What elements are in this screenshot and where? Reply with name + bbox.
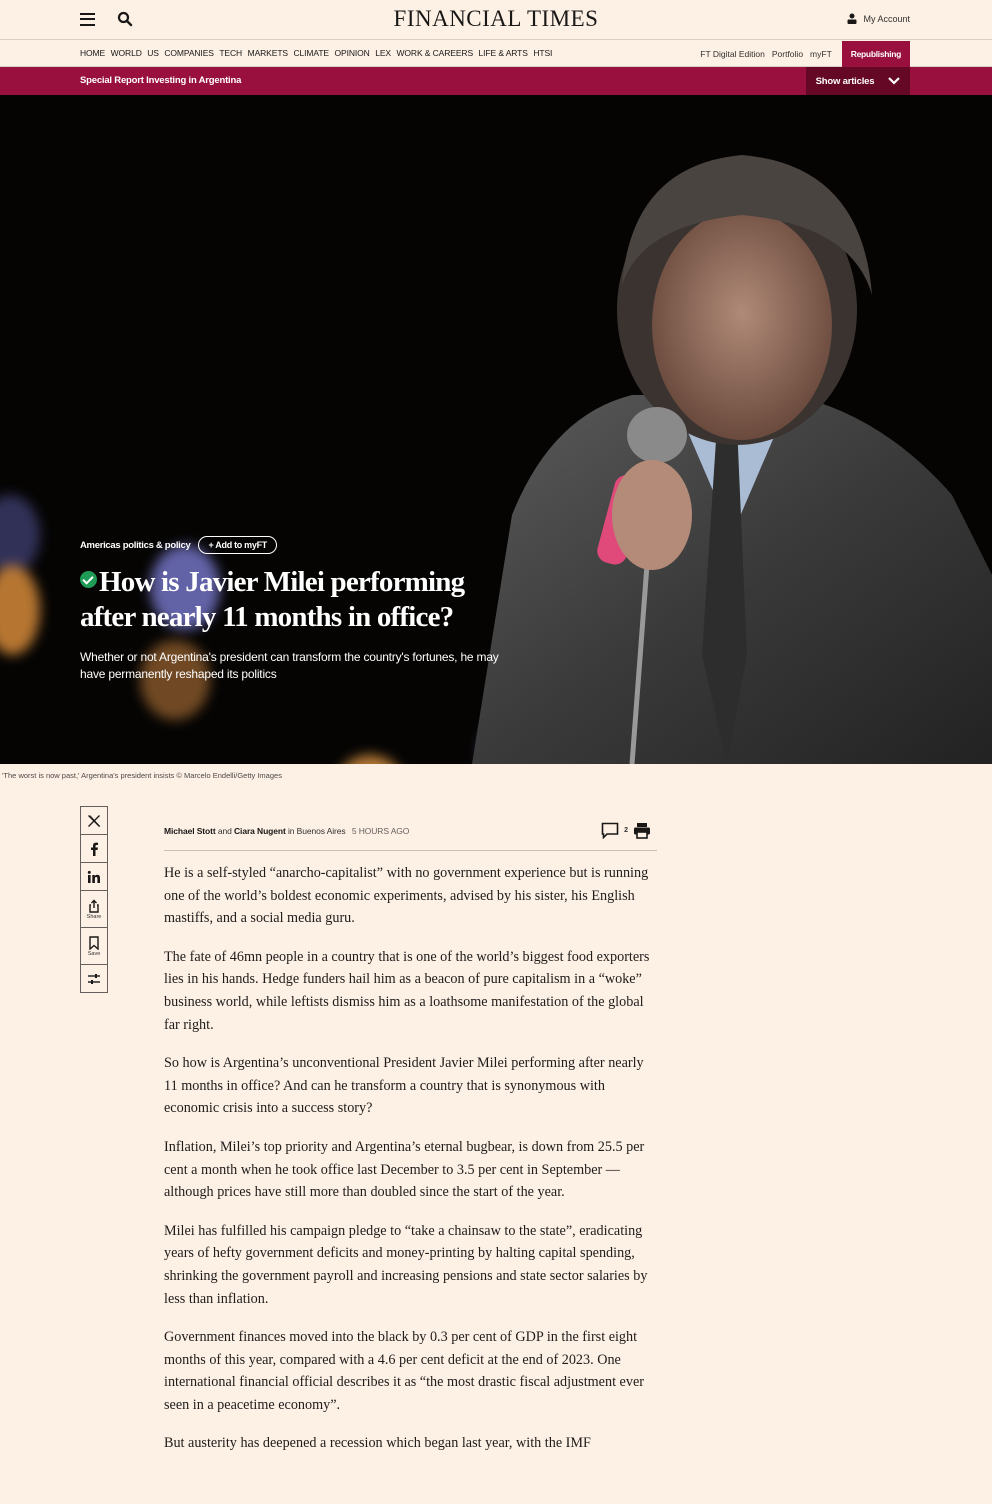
- article-headline: [80, 565, 500, 635]
- chevron-down-icon: [888, 77, 900, 85]
- nav-item-opinion[interactable]: OPINION: [334, 48, 370, 58]
- byline-row: [164, 804, 657, 851]
- ft-digital-edition-link[interactable]: FT Digital Edition: [700, 48, 765, 59]
- body-paragraph: So how is Argentina’s unconventional President Javier Milei performing after nearly 11 months in office? And can he transform a country that is synonymous with economic crisis into a success story?: [164, 1055, 644, 1117]
- comment-count[interactable]: 2: [624, 827, 628, 834]
- topic-link[interactable]: Americas politics & policy: [80, 539, 191, 551]
- bokeh-light: [0, 565, 40, 655]
- bokeh-light: [330, 755, 410, 764]
- image-caption: 'The worst is now past,' Argentina's president insists © Marcelo Endelli/Getty Images: [2, 771, 282, 780]
- nav-item-home[interactable]: HOME: [80, 48, 106, 58]
- my-account-link[interactable]: [847, 13, 910, 24]
- share-x-button[interactable]: [80, 806, 108, 835]
- byline-conjunction: and: [217, 826, 232, 836]
- nav-item-lex[interactable]: LEX: [375, 48, 391, 58]
- top-header: [0, 0, 992, 40]
- share-button[interactable]: [80, 890, 108, 928]
- share-icon: [87, 899, 101, 913]
- nav-item-climate[interactable]: CLIMATE: [293, 48, 329, 58]
- search-icon[interactable]: [117, 11, 133, 27]
- masthead-logo[interactable]: FINANCIAL TIMES: [393, 6, 599, 31]
- x-logo-icon: [87, 814, 101, 828]
- nav-item-life-arts[interactable]: LIFE & ARTS: [478, 48, 528, 58]
- article-body: [164, 862, 660, 1471]
- hamburger-icon[interactable]: [80, 13, 95, 26]
- body-paragraph: He is a self-styled “anarcho-capitalist” with no government experience but is running one of the world’s boldest economic experiments, advised by his sister, his English mastiffs, and a social media guru.: [164, 865, 649, 927]
- linkedin-icon: [87, 870, 101, 884]
- share-label: Share: [86, 913, 102, 920]
- print-icon[interactable]: [633, 822, 651, 839]
- javier-milei-photo: [432, 95, 992, 764]
- byline: [164, 826, 409, 836]
- nav-item-companies[interactable]: COMPANIES: [164, 48, 214, 58]
- share-facebook-button[interactable]: [80, 834, 108, 863]
- nav-item-markets[interactable]: MARKETS: [247, 48, 288, 58]
- facebook-icon: [87, 842, 101, 856]
- standfirst: Whether or not Argentina's president can transform the country's fortunes, he may have permanently reshaped its politics: [80, 650, 499, 681]
- headline-text: How is Javier Milei performing after nearly 11 months in office?: [80, 566, 465, 633]
- portfolio-link[interactable]: Portfolio: [771, 48, 804, 59]
- my-account-label: My Account: [863, 13, 910, 24]
- check-icon: [80, 571, 97, 588]
- special-report-label[interactable]: Special Report Investing in Argentina: [80, 75, 242, 86]
- settings-button[interactable]: [80, 964, 108, 993]
- save-button[interactable]: [80, 927, 108, 965]
- bokeh-light: [0, 495, 40, 575]
- nav-item-us[interactable]: US: [147, 48, 159, 58]
- primary-nav: [0, 40, 992, 67]
- hero-image: [0, 95, 992, 764]
- comments-icon[interactable]: [601, 822, 619, 839]
- author-link[interactable]: Michael Stott: [164, 826, 216, 836]
- share-linkedin-button[interactable]: [80, 862, 108, 891]
- byline-location: in Buenos Aires: [287, 826, 346, 836]
- nav-item-tech[interactable]: TECH: [219, 48, 243, 58]
- user-icon: [847, 13, 857, 24]
- nav-item-htsi[interactable]: HTSI: [533, 48, 553, 58]
- special-report-bar: [0, 67, 992, 95]
- body-paragraph: Government finances moved into the black by 0.3 per cent of GDP in the first eight months of this year, compared with a 4.6 per cent deficit at the end of 2023. One international financial official describes it as “the most drastic fiscal adjustment ever seen in a peacetime economy”.: [164, 1329, 644, 1413]
- body-paragraph: The fate of 46mn people in a country that is one of the world’s biggest food exporters lies in his hands. Hedge funders hail him as a beacon of pure capitalism in a “woke” business world, while leftists dismiss him as a loathsome manifestation of the global far right.: [164, 948, 650, 1033]
- save-label: Save: [87, 950, 101, 957]
- body-paragraph: Inflation, Milei’s top priority and Argentina’s eternal bugbear, is down from 25.5 per cent a month when he took office last December to 3.5 per cent in September — although prices have still more than doubled since the start of the year.: [164, 1138, 645, 1201]
- author-link[interactable]: Ciara Nugent: [234, 826, 286, 836]
- body-paragraph: Milei has fulfilled his campaign pledge to “take a chainsaw to the state”, eradicating years of hefty government deficits and money-printing by halting capital spending, shrinking the government payroll and increasing pensions and state sector salaries by less than inflation.: [164, 1222, 648, 1307]
- timestamp: 5 HOURS AGO: [351, 826, 410, 836]
- hero-text: [80, 536, 500, 683]
- show-articles-label: Show articles: [815, 75, 875, 87]
- body-paragraph: But austerity has deepened a recession which began last year, with the IMF: [164, 1435, 591, 1452]
- bookmark-icon: [87, 936, 101, 950]
- republishing-button[interactable]: Republishing: [842, 41, 910, 67]
- myft-link[interactable]: myFT: [810, 48, 832, 59]
- add-to-myft-button[interactable]: + Add to myFT: [198, 536, 277, 554]
- nav-item-world[interactable]: WORLD: [110, 48, 142, 58]
- show-articles-button[interactable]: [806, 67, 910, 95]
- nav-item-work-careers[interactable]: WORK & CAREERS: [396, 48, 474, 58]
- article: [0, 804, 992, 1504]
- sliders-icon: [87, 972, 101, 986]
- share-rail: [80, 807, 108, 993]
